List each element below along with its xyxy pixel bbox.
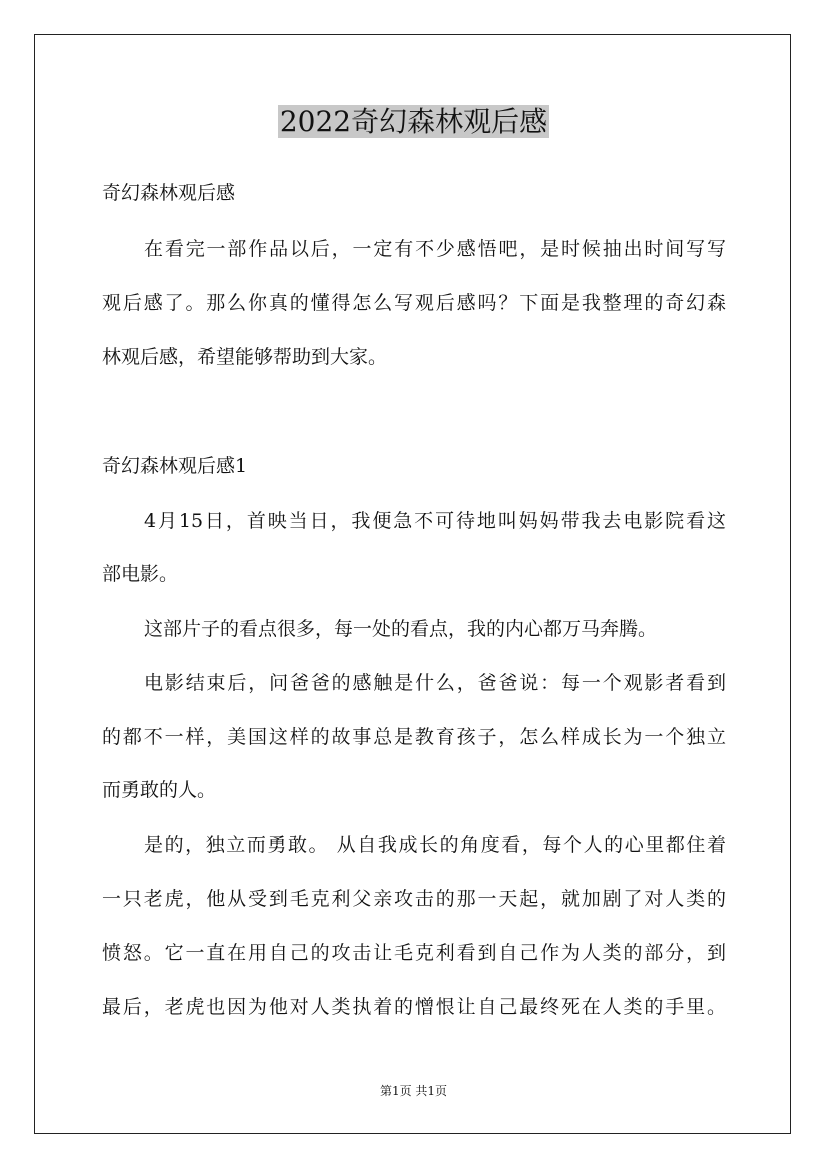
body-line: 电影结束后，问爸爸的感触是什么，爸爸说：每一个观影者看到 [144,672,726,694]
body-line: 是的，独立而勇敢。 从自我成长的角度看，每个人的心里都住着 [144,834,726,856]
intro-line: 观后感了。那么你真的懂得怎么写观后感吗？下面是我整理的奇幻森 [102,292,726,314]
page-footer: 第1页 共1页 [379,1084,448,1098]
body-line: 愤怒。它一直在用自己的攻击让毛克利看到自己作为人类的部分，到 [102,942,726,964]
body-line: 而勇敢的人。 [102,779,217,801]
body-line: 最后，老虎也因为他对人类执着的憎恨让自己最终死在人类的手里。 [102,996,726,1018]
body-line: 一只老虎，他从受到毛克利父亲攻击的那一天起，就加剧了对人类的 [102,888,726,910]
intro-line: 林观后感，希望能够帮助到大家。 [102,346,388,368]
intro-line: 在看完一部作品以后，一定有不少感悟吧，是时候抽出时间写写 [144,238,726,260]
body-line: 的都不一样，美国这样的故事总是教育孩子，怎么样成长为一个独立 [102,726,726,748]
document-title-wrapper [0,103,827,141]
section-heading: 奇幻森林观后感1 [102,455,248,477]
body-line: 这部片子的看点很多，每一处的看点，我的内心都万马奔腾。 [144,618,658,640]
document-title: 2022奇幻森林观后感 [279,105,548,138]
body-line: 部电影。 [102,563,179,585]
body-line: 4月15日，首映当日，我便急不可待地叫妈妈带我去电影院看这 [144,510,726,532]
subtitle: 奇幻森林观后感 [102,182,236,204]
